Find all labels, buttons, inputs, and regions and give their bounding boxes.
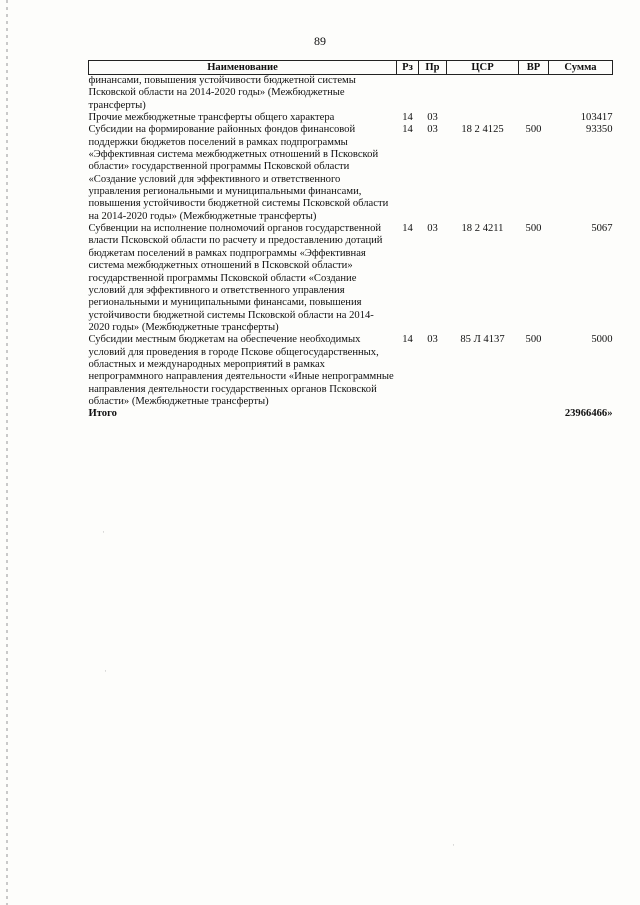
row-rz: 14: [402, 112, 413, 124]
row-sum: [549, 75, 613, 113]
row-pr: 03: [427, 124, 438, 136]
row-csr: [447, 112, 519, 124]
row-pr: [419, 75, 447, 113]
header-sum: Сумма: [549, 61, 613, 75]
row-csr: 18 2 4211: [461, 223, 504, 235]
scan-edge-left: [6, 0, 8, 905]
header-name: Наименование: [89, 61, 397, 75]
row-rz: 14: [402, 334, 413, 346]
table-header-row: [89, 61, 613, 75]
header-vr: ВР: [519, 61, 549, 75]
row-pr: 03: [427, 223, 438, 235]
row-name: Субсидии местным бюджетам на обеспечение необходимых условий для проведения в городе Пскове общегосударственных, областных и международных мероприятий в рамках непрограммного направления деятельности «Иные непрограммные направления деятельности государственных органов Псковской области» (Межбюджетные трансферты): [88, 334, 394, 407]
table-row: [89, 334, 613, 408]
row-vr: [519, 75, 549, 113]
row-vr: 500: [525, 124, 542, 136]
scan-speck: ·: [102, 527, 105, 537]
row-pr: 03: [427, 334, 438, 346]
header-pr: Пр: [419, 61, 447, 75]
row-name: Субвенции на исполнение полномочий органов государственной власти Псковской области по расчету и предоставлению дотаций бюджетам поселений в рамках подпрограммы «Эффективная система межбюджетных отношений в Псковской области» государственной программы Псковской области «Создание условий для эффективного и ответственного управления региональными и муниципальными финансами, повышения устойчивости бюджетной системы Псковской области на 2014-2020 годы» (Межбюджетные трансферты): [88, 223, 383, 333]
table-row: [89, 223, 613, 334]
total-label: Итого: [88, 408, 117, 420]
table-row: [89, 112, 613, 124]
table-row: [89, 124, 613, 223]
row-sum: 5000: [591, 334, 613, 346]
row-csr: [447, 75, 519, 113]
page-number: 89: [314, 34, 326, 48]
header-rz: Рз: [397, 61, 419, 75]
row-rz: 14: [402, 223, 413, 235]
row-name: финансами, повышения устойчивости бюджетной системы Псковской области на 2014-2020 годы» (Межбюджетные трансферты): [88, 75, 356, 111]
budget-table: [88, 60, 613, 421]
row-pr: 03: [427, 112, 438, 124]
row-name: Прочие межбюджетные трансферты общего характера: [88, 112, 335, 124]
row-rz: [397, 75, 419, 113]
row-sum: 103417: [580, 112, 613, 124]
row-csr: 85 Л 4137: [460, 334, 505, 346]
scan-speck: ·: [104, 666, 107, 676]
row-vr: 500: [525, 334, 542, 346]
scan-speck: ·: [452, 840, 455, 850]
row-rz: 14: [402, 124, 413, 136]
row-name: Субсидии на формирование районных фондов финансовой поддержки бюджетов поселений в рамках подпрограммы «Эффективная система межбюджетных отношений в Псковской области» государственной программы Псковской области «Создание условий для эффективного и ответственного управления региональными и муниципальными финансами, повышения устойчивости бюджетной системы Псковской области на 2014-2020 годы» (Межбюджетные трансферты): [88, 124, 389, 222]
row-sum: 93350: [586, 124, 613, 136]
table-row: [89, 75, 613, 113]
total-sum: 23966466»: [564, 408, 613, 420]
header-csr: ЦСР: [447, 61, 519, 75]
row-vr: [519, 112, 549, 124]
row-csr: 18 2 4125: [461, 124, 504, 136]
total-row: [89, 408, 613, 420]
row-vr: 500: [525, 223, 542, 235]
row-sum: 5067: [591, 223, 613, 235]
